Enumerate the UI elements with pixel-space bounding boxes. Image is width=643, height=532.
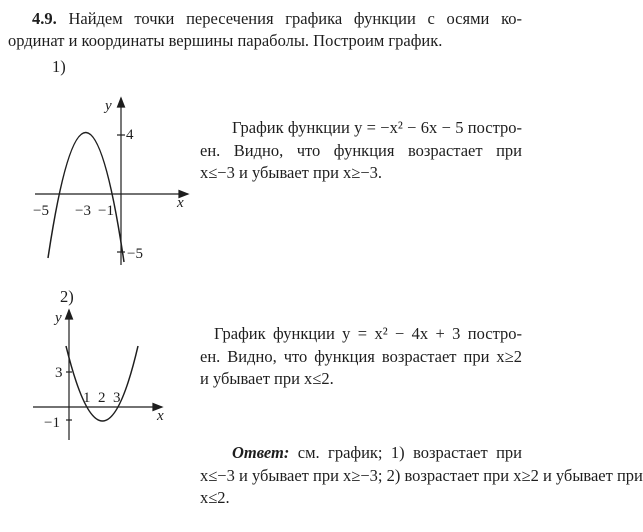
part2-y-arrow bbox=[66, 310, 73, 319]
problem-number: 4.9. bbox=[32, 9, 57, 28]
problem-intro-text-1: Найдем точки пересечения графика функции с осями ко- bbox=[68, 9, 522, 28]
part2-tick-2-label: 2 bbox=[98, 390, 106, 406]
part1-tick-m5-label: −5 bbox=[33, 203, 49, 219]
part2-text-line-2: ен. Видно, что функция возрастает при x≥2 bbox=[200, 347, 522, 366]
part2-text-line-3: и убывает при x≤2. bbox=[200, 369, 334, 388]
part1-tick-m1-label: −1 bbox=[98, 203, 114, 219]
answer-line-1 bbox=[232, 442, 522, 463]
part2-parabola bbox=[66, 346, 138, 421]
problem-intro-line-2: ординат и координаты вершины параболы. Построим график. bbox=[8, 31, 443, 50]
part2-tick-1-label: 1 bbox=[83, 390, 91, 406]
part2-tick-3x-label: 3 bbox=[113, 390, 121, 406]
answer-line-3: x≤2. bbox=[200, 488, 230, 507]
part2-tick-3y-label: 3 bbox=[55, 365, 63, 381]
part1-y-label: y bbox=[105, 98, 112, 114]
part1-tick-m3-label: −3 bbox=[75, 203, 91, 219]
answer-line-2: x≤−3 и убывает при x≥−3; 2) возрастает при x≥2 и убывает при bbox=[200, 466, 643, 485]
part2-y-label: y bbox=[55, 310, 62, 326]
part1-function: График функции y = −x² − 6x − 5 постро- bbox=[232, 118, 522, 137]
part2-label: 2) bbox=[60, 287, 74, 306]
part1-tick-4-label: 4 bbox=[126, 127, 134, 143]
part2-tick-m1y-label: −1 bbox=[44, 415, 60, 431]
part2-x-label: x bbox=[157, 408, 164, 424]
part1-tick-m5y-label: −5 bbox=[127, 246, 143, 262]
part2-text-line-1 bbox=[214, 323, 522, 344]
answer-label: Ответ: bbox=[232, 443, 290, 462]
part1-text-line-3: x≤−3 и убывает при x≥−3. bbox=[200, 163, 383, 182]
part1-text-line-2: ен. Видно, что функция возрастает при bbox=[200, 141, 522, 160]
part1-x-label: x bbox=[177, 195, 184, 211]
answer-text-1: см. график; 1) возрастает при bbox=[297, 443, 522, 462]
part1-label: 1) bbox=[52, 57, 66, 76]
part2-function: График функции y = x² − 4x + 3 постро- bbox=[214, 324, 522, 343]
